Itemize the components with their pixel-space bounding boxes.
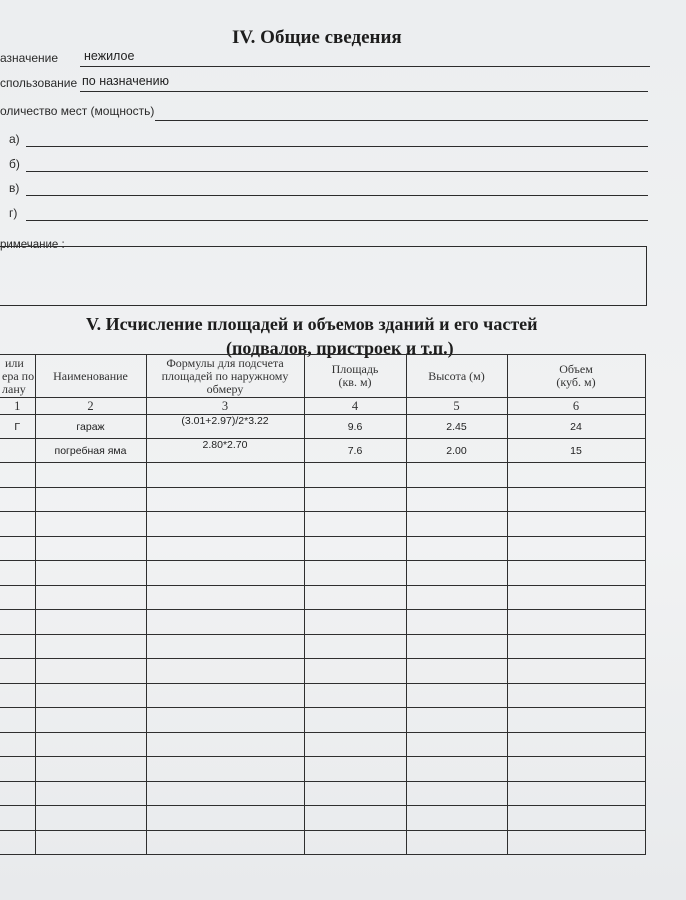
empty-cell [35,585,146,610]
empty-cell [35,536,146,561]
empty-cell [507,512,645,537]
empty-cell [146,610,304,635]
empty-cell [35,512,146,537]
item-g-underline [26,220,648,221]
empty-cell [406,561,507,586]
empty-cell [0,610,35,635]
empty-cell [406,781,507,806]
cell-volume: 24 [507,415,645,439]
cell-name: погребная яма [35,439,146,463]
item-a-underline [26,146,648,147]
header-volume: Объем (куб. м) [507,355,645,398]
empty-table-row [0,512,645,537]
table-row [0,415,645,439]
empty-cell [507,634,645,659]
section-5-subtitle: (подвалов, пристроек и т.п.) [226,338,454,358]
empty-cell [406,830,507,855]
note-label: римечание : [0,239,65,251]
empty-cell [304,610,406,635]
col-num-5: 5 [406,398,507,415]
empty-cell [146,708,304,733]
empty-cell [35,757,146,782]
header-name: Наименование [35,355,146,398]
cell-area: 9.6 [304,415,406,439]
empty-cell [146,830,304,855]
empty-cell [406,585,507,610]
empty-cell [507,487,645,512]
cell-lit: Г [0,415,35,439]
cell-height: 2.00 [406,439,507,463]
cell-volume: 15 [507,439,645,463]
empty-cell [304,683,406,708]
empty-cell [35,708,146,733]
empty-cell [304,561,406,586]
purpose-label: азначение [0,51,59,65]
empty-cell [406,683,507,708]
empty-cell [0,683,35,708]
empty-cell [35,806,146,831]
empty-cell [146,781,304,806]
section-4-title: IV. Общие сведения [232,27,402,48]
empty-cell [507,659,645,684]
empty-table-row [0,757,645,782]
capacity-label: оличество мест (мощность) [0,104,155,118]
empty-table-row [0,634,645,659]
empty-cell [35,610,146,635]
header-height: Высота (м) [406,355,507,398]
empty-cell [0,708,35,733]
section-5-title: V. Исчисление площадей и объемов зданий и его частей [86,314,538,334]
empty-cell [406,512,507,537]
empty-cell [406,806,507,831]
purpose-value: нежилое [84,49,135,63]
col-num-4: 4 [304,398,406,415]
area-volume-table [0,354,646,855]
cell-area: 7.6 [304,439,406,463]
empty-cell [304,463,406,488]
empty-rows [0,463,645,855]
empty-cell [0,463,35,488]
cell-lit [0,439,35,463]
empty-cell [406,757,507,782]
empty-cell [146,732,304,757]
empty-cell [406,487,507,512]
empty-cell [0,830,35,855]
empty-cell [35,634,146,659]
empty-cell [146,536,304,561]
empty-cell [146,683,304,708]
header-area: Площадь (кв. м) [304,355,406,398]
table-header-row [0,355,645,398]
purpose-underline [80,66,650,67]
empty-cell [406,610,507,635]
empty-table-row [0,732,645,757]
empty-table-row [0,830,645,855]
empty-table-row [0,536,645,561]
empty-cell [0,561,35,586]
empty-cell [35,830,146,855]
empty-table-row [0,585,645,610]
empty-cell [507,732,645,757]
empty-cell [507,536,645,561]
empty-cell [304,806,406,831]
empty-table-row [0,781,645,806]
header-lit: или ера по лану [2,355,35,396]
empty-cell [146,463,304,488]
empty-cell [304,708,406,733]
item-b-underline [26,171,648,172]
empty-cell [304,585,406,610]
item-a-label: а) [9,132,20,146]
col-num-3: 3 [146,398,304,415]
empty-cell [304,536,406,561]
empty-table-row [0,561,645,586]
col-num-1: 1 [0,398,35,415]
item-g-label: г) [9,206,18,220]
item-v-underline [26,195,648,196]
empty-cell [406,634,507,659]
note-box [0,246,647,306]
empty-cell [35,659,146,684]
empty-cell [0,585,35,610]
empty-table-row [0,487,645,512]
empty-cell [146,487,304,512]
empty-cell [304,757,406,782]
empty-cell [35,463,146,488]
empty-cell [507,585,645,610]
empty-cell [146,806,304,831]
empty-cell [0,659,35,684]
empty-cell [304,732,406,757]
column-number-row [0,398,645,415]
empty-cell [146,757,304,782]
empty-table-row [0,659,645,684]
empty-cell [0,634,35,659]
usage-underline [80,91,648,92]
empty-cell [406,463,507,488]
item-b-label: б) [9,157,20,171]
empty-cell [146,561,304,586]
empty-cell [0,781,35,806]
empty-cell [35,732,146,757]
empty-cell [0,757,35,782]
empty-cell [507,806,645,831]
empty-cell [0,536,35,561]
empty-cell [507,757,645,782]
capacity-underline [155,120,648,121]
table-row [0,439,645,463]
empty-cell [507,830,645,855]
empty-cell [304,634,406,659]
empty-cell [35,781,146,806]
empty-table-row [0,683,645,708]
empty-cell [406,536,507,561]
empty-cell [507,463,645,488]
cell-formula: 2.80*2.70 [146,439,304,463]
empty-cell [0,512,35,537]
col-num-6: 6 [507,398,645,415]
empty-cell [0,487,35,512]
empty-table-row [0,806,645,831]
cell-height: 2.45 [406,415,507,439]
empty-cell [0,732,35,757]
header-formula: Формулы для подсчета площадей по наружному обмеру [146,355,304,398]
empty-cell [406,708,507,733]
col-num-2: 2 [35,398,146,415]
empty-cell [507,781,645,806]
usage-value: по назначению [82,74,169,88]
empty-cell [146,585,304,610]
empty-cell [507,683,645,708]
empty-cell [146,512,304,537]
empty-cell [146,634,304,659]
empty-table-row [0,610,645,635]
cell-formula: (3.01+2.97)/2*3.22 [146,415,304,439]
empty-cell [35,561,146,586]
empty-cell [0,806,35,831]
empty-cell [406,732,507,757]
empty-cell [304,781,406,806]
empty-cell [304,659,406,684]
cell-name: гараж [35,415,146,439]
empty-cell [35,487,146,512]
empty-table-row [0,463,645,488]
empty-cell [146,659,304,684]
empty-cell [507,708,645,733]
empty-cell [507,561,645,586]
empty-cell [406,659,507,684]
empty-cell [304,512,406,537]
item-v-label: в) [9,181,20,195]
empty-cell [304,830,406,855]
usage-label: спользование [0,76,78,90]
empty-table-row [0,708,645,733]
empty-cell [304,487,406,512]
empty-cell [35,683,146,708]
empty-cell [507,610,645,635]
